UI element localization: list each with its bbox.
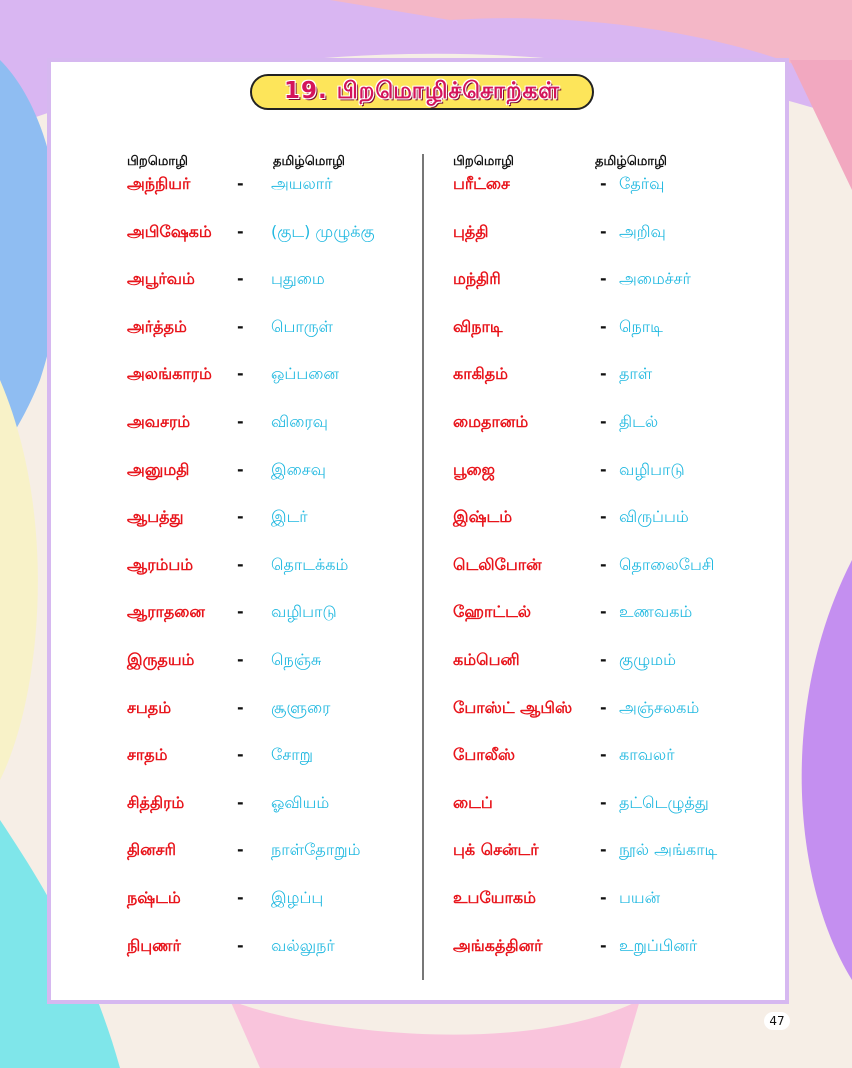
word-pair-row: [127, 269, 417, 317]
tamil-word: குழுமம்: [619, 649, 676, 669]
foreign-word: டைப்: [453, 792, 493, 812]
word-pair-row: [127, 793, 417, 841]
tamil-word: உணவகம்: [619, 602, 693, 622]
foreign-word: புக் சென்டர்: [453, 840, 539, 860]
foreign-word: பரீட்சை: [453, 174, 510, 193]
foreign-word: நஷ்டம்: [127, 887, 181, 907]
tamil-word: தட்டெழுத்து: [619, 792, 709, 812]
word-pair-row: [453, 317, 773, 365]
word-pair-row: [453, 460, 773, 508]
page-number: 47: [764, 1012, 790, 1030]
word-pair-row: [127, 650, 417, 698]
word-pair-row: [127, 412, 417, 460]
foreign-word: இஷ்டம்: [453, 507, 513, 527]
tamil-word: நாள்தோறும்: [271, 840, 361, 860]
foreign-word: அனுமதி: [127, 459, 190, 479]
separator-dash: -: [237, 649, 244, 669]
separator-dash: -: [600, 602, 607, 622]
word-pair-row: [453, 269, 773, 317]
tamil-word: (குட) முழுக்கு: [271, 221, 375, 241]
tamil-word: இசைவு: [271, 459, 326, 479]
foreign-word: சித்திரம்: [127, 792, 185, 812]
tamil-word: பொருள்: [271, 316, 333, 336]
tamil-word: நொடி: [619, 316, 663, 336]
page-title: 19. பிறமொழிச்சொற்கள்: [284, 77, 560, 104]
foreign-word: ஆரம்பம்: [127, 554, 194, 574]
foreign-word: அவசரம்: [127, 411, 191, 431]
separator-dash: -: [600, 364, 607, 384]
separator-dash: -: [600, 792, 607, 812]
tamil-word: விருப்பம்: [619, 507, 689, 527]
word-pair-row: [453, 793, 773, 841]
foreign-word: காகிதம்: [453, 364, 508, 384]
foreign-word: ஹோட்டல்: [453, 602, 532, 622]
tamil-word: காவலர்: [619, 745, 675, 765]
separator-dash: -: [237, 411, 244, 431]
tamil-word: வழிபாடு: [271, 602, 337, 622]
foreign-word: அர்த்தம்: [127, 316, 187, 336]
word-pair-row: [453, 364, 773, 412]
tamil-word: தேர்வு: [619, 174, 665, 193]
foreign-word: அங்கத்தினர்: [453, 935, 543, 955]
separator-dash: -: [237, 459, 244, 479]
foreign-word: சபதம்: [127, 697, 172, 717]
tamil-word: அயலார்: [271, 174, 333, 193]
foreign-word: உபயோகம்: [453, 887, 536, 907]
separator-dash: -: [237, 745, 244, 765]
tamil-word: தொலைபேசி: [619, 554, 715, 574]
foreign-word: ஆபத்து: [127, 507, 184, 527]
tamil-word: இழப்பு: [271, 887, 324, 907]
separator-dash: -: [237, 174, 244, 193]
foreign-word: கம்பெனி: [453, 649, 520, 669]
word-pair-row: [453, 602, 773, 650]
left-word-column: [127, 154, 417, 983]
separator-dash: -: [600, 840, 607, 860]
separator-dash: -: [600, 507, 607, 527]
separator-dash: -: [237, 935, 244, 955]
separator-dash: -: [600, 221, 607, 241]
separator-dash: -: [600, 697, 607, 717]
tamil-word: திடல்: [619, 411, 659, 431]
word-pair-row: [453, 412, 773, 460]
tamil-header: தமிழ்மொழி: [595, 154, 667, 169]
separator-dash: -: [600, 649, 607, 669]
foreign-word: பூஜை: [453, 459, 496, 479]
word-pair-row: [127, 507, 417, 555]
separator-dash: -: [237, 602, 244, 622]
foreign-word: விநாடி: [453, 316, 503, 336]
separator-dash: -: [237, 887, 244, 907]
foreign-word: நிபுணர்: [127, 935, 181, 955]
foreign-header: பிறமொழி: [453, 154, 514, 169]
word-pair-row: [127, 602, 417, 650]
foreign-word: ஆராதனை: [127, 602, 205, 622]
word-pair-row: [127, 222, 417, 270]
tamil-header: தமிழ்மொழி: [273, 154, 345, 169]
separator-dash: -: [237, 221, 244, 241]
foreign-word: அபிஷேகம்: [127, 221, 212, 241]
word-pair-row: [127, 936, 417, 984]
word-pair-row: [453, 174, 773, 222]
tamil-word: விரைவு: [271, 411, 328, 431]
tamil-word: உறுப்பினர்: [619, 935, 698, 955]
column-header: [127, 154, 417, 174]
foreign-header: பிறமொழி: [127, 154, 188, 169]
tamil-word: சோறு: [271, 745, 313, 765]
foreign-word: புத்தி: [453, 221, 489, 241]
separator-dash: -: [600, 887, 607, 907]
word-pair-row: [453, 840, 773, 888]
word-pair-row: [453, 698, 773, 746]
column-header: [453, 154, 773, 174]
content-panel: [47, 58, 789, 1004]
word-pair-row: [453, 555, 773, 603]
word-pair-row: [127, 840, 417, 888]
separator-dash: -: [600, 554, 607, 574]
word-pair-row: [453, 888, 773, 936]
word-pair-row: [127, 555, 417, 603]
tamil-word: இடர்: [271, 507, 308, 527]
separator-dash: -: [600, 745, 607, 765]
foreign-word: அந்நியர்: [127, 174, 191, 193]
word-pair-row: [127, 364, 417, 412]
tamil-word: புதுமை: [271, 269, 325, 289]
title-banner: [250, 74, 594, 110]
separator-dash: -: [237, 697, 244, 717]
separator-dash: -: [237, 840, 244, 860]
word-pair-row: [453, 507, 773, 555]
foreign-word: சாதம்: [127, 745, 168, 765]
tamil-word: நெஞ்சு: [271, 649, 322, 669]
separator-dash: -: [237, 554, 244, 574]
foreign-word: டெலிபோன்: [453, 554, 542, 574]
foreign-word: மைதானம்: [453, 411, 529, 431]
word-pair-row: [453, 936, 773, 984]
column-divider: [422, 154, 424, 980]
separator-dash: -: [600, 935, 607, 955]
word-pair-row: [127, 888, 417, 936]
tamil-word: அஞ்சலகம்: [619, 697, 700, 717]
foreign-word: போலீஸ்: [453, 745, 516, 765]
word-pair-row: [453, 222, 773, 270]
tamil-word: தாள்: [619, 364, 653, 384]
foreign-word: தினசரி: [127, 840, 176, 860]
tamil-word: ஓவியம்: [271, 792, 330, 812]
foreign-word: அலங்காரம்: [127, 364, 212, 384]
foreign-word: போஸ்ட் ஆபிஸ்: [453, 697, 573, 717]
tamil-word: அமைச்சர்: [619, 269, 691, 289]
separator-dash: -: [237, 269, 244, 289]
separator-dash: -: [237, 316, 244, 336]
separator-dash: -: [600, 174, 607, 193]
word-pair-row: [127, 174, 417, 222]
separator-dash: -: [600, 459, 607, 479]
separator-dash: -: [237, 792, 244, 812]
tamil-word: அறிவு: [619, 221, 666, 241]
foreign-word: அபூர்வம்: [127, 269, 195, 289]
word-pair-row: [453, 745, 773, 793]
separator-dash: -: [600, 269, 607, 289]
tamil-word: ஒப்பனை: [271, 364, 339, 384]
tamil-word: தொடக்கம்: [271, 554, 349, 574]
tamil-word: நூல் அங்காடி: [619, 840, 718, 860]
word-pair-row: [127, 698, 417, 746]
tamil-word: பயன்: [619, 887, 661, 907]
tamil-word: சூளுரை: [271, 697, 331, 717]
separator-dash: -: [237, 364, 244, 384]
word-pair-row: [127, 745, 417, 793]
word-pair-row: [453, 650, 773, 698]
word-pair-row: [127, 317, 417, 365]
separator-dash: -: [600, 316, 607, 336]
foreign-word: இருதயம்: [127, 649, 195, 669]
foreign-word: மந்திரி: [453, 269, 501, 289]
tamil-word: வல்லுநர்: [271, 935, 335, 955]
word-pair-row: [127, 460, 417, 508]
separator-dash: -: [237, 507, 244, 527]
separator-dash: -: [600, 411, 607, 431]
right-word-column: [453, 154, 773, 983]
tamil-word: வழிபாடு: [619, 459, 685, 479]
